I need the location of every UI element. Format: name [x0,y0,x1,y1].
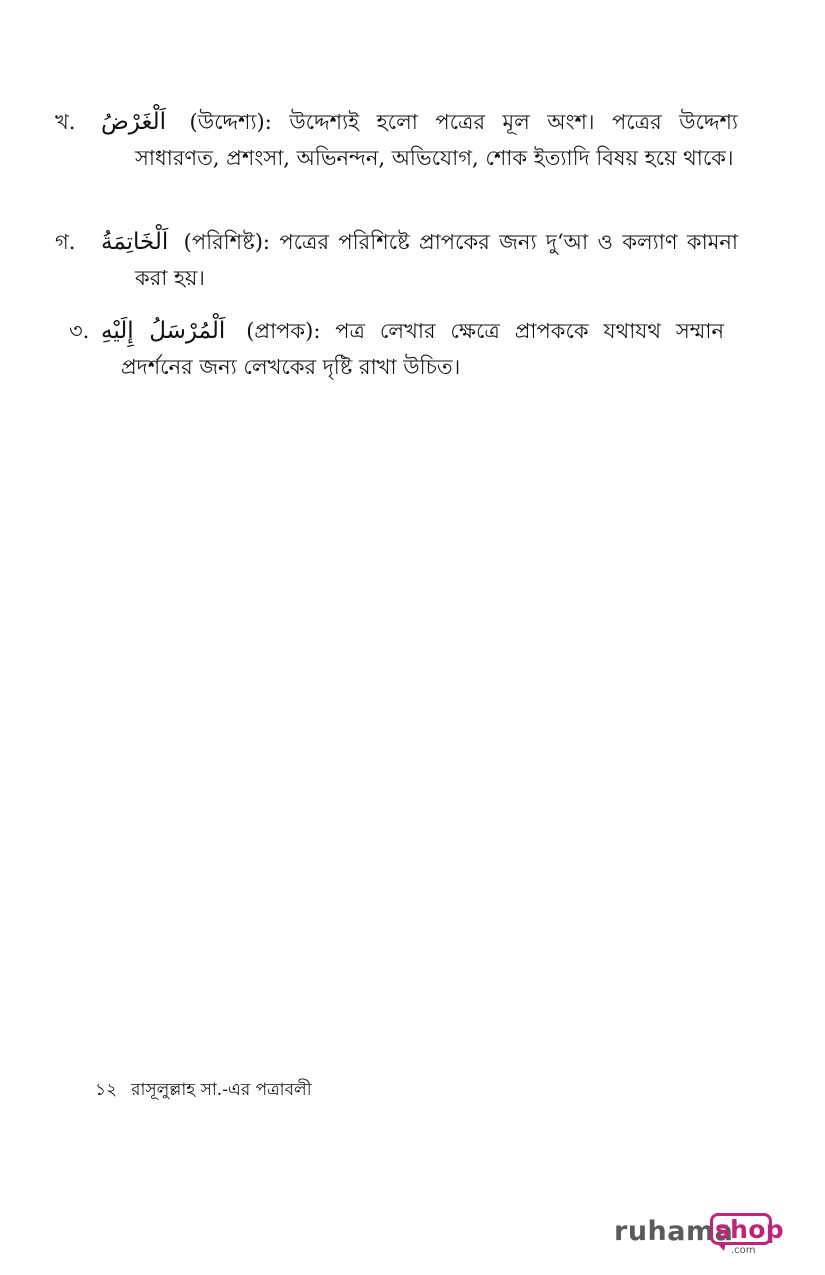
list-item-three: ৩. اَلْمُرْسَلُ إِلَيْهِ (প্রাপক): পত্র লেখার ক্ষেত্রে প্রাপককে যথাযথ সম্মান প্রদর্শনের জন্য লেখকের দৃষ্টি রাখা উচিত। [69,318,724,379]
arabic-term: اَلْغَرْضُ [101,109,166,135]
ruhamashop-logo [614,1212,784,1260]
logo-boxed-word: shop [715,1215,784,1244]
book-title: রাসূলুল্লাহ সা.-এর পত্রাবলী [131,1080,312,1100]
logo-suffix: .com [731,1245,756,1256]
page-number: ১২ [95,1080,118,1100]
item-text: (প্রাপক): পত্র লেখার ক্ষেত্রে প্রাপককে যথাযথ সম্মান প্রদর্শনের জন্য লেখকের দৃষ্টি রাখা উচিত। [121,319,724,379]
page-footer [95,1078,312,1102]
arabic-term: اَلْمُرْسَلُ إِلَيْهِ [101,318,226,344]
arabic-term: اَلْخَاتِمَةُ [101,229,169,255]
list-item-ga: গ. اَلْخَاتِمَةُ (পরিশিষ্ট): পত্রের পরিশিষ্টে প্রাপকের জন্য দু‘আ ও কল্যাণ কামনা করা হয়। [55,229,738,290]
item-text: (উদ্দেশ্য): উদ্দেশ্যই হলো পত্রের মূল অংশ। পত্রের উদ্দেশ্য সাধারণত, প্রশংসা, অভিনন্দন, অভিযোগ, শোক ইত্যাদি বিষয় হয়ে থাকে। [135,110,738,170]
list-item-kha: খ. اَلْغَرْضُ (উদ্দেশ্য): উদ্দেশ্যই হলো পত্রের মূল অংশ। পত্রের উদ্দেশ্য সাধারণত, প্রশংসা, অভিনন্দন, অভিযোগ, শোক ইত্যাদি বিষয় হয়ে থাকে। [55,109,738,170]
item-text: (পরিশিষ্ট): পত্রের পরিশিষ্টে প্রাপকের জন্য দু‘আ ও কল্যাণ কামনা করা হয়। [135,230,738,290]
logo-prefix: ruhama [614,1216,734,1247]
